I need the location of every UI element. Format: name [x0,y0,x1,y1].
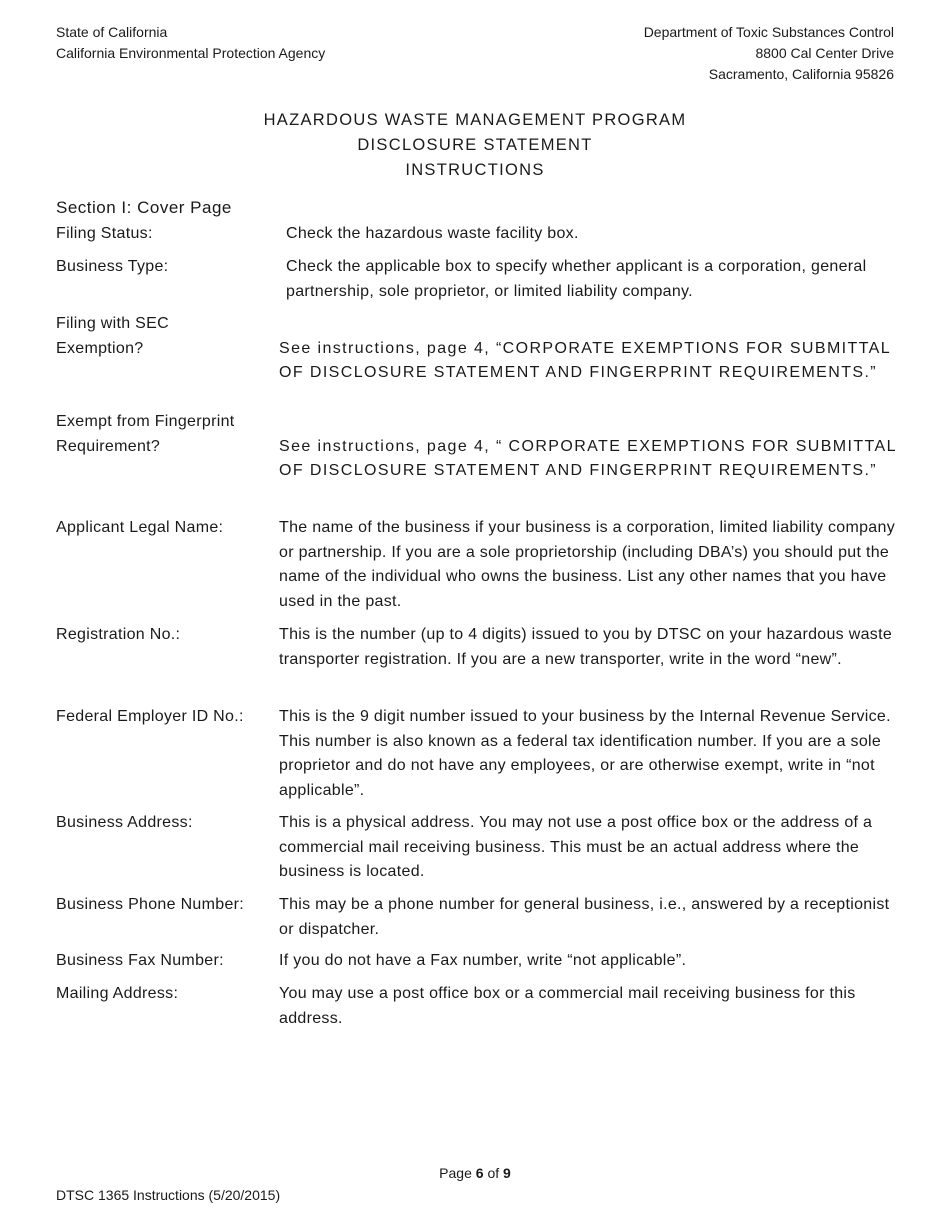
field-label: Business Fax Number: [56,952,224,969]
page-current: 6 [475,1165,484,1181]
header-city: Sacramento, California 95826 [708,66,894,82]
field-text: This is the 9 digit number issued to your business by the Internal Revenue Service. This number is also known as a federal tax identification number. If you are a sole proprietor and do not have any employees, or are otherwise exempt, write in “not applicable”. [279,708,891,799]
field-label: Applicant Legal Name: [56,519,224,536]
title-line-2: DISCLOSURE STATEMENT [357,136,593,154]
field-label: Registration No.: [56,626,181,643]
field-text: The name of the business if your business is a corporation, limited liability company or partnership. If you are a sole proprietorship (including DBA’s) you should put the name of the individual who owns the business. List any other names that you have used in the past. [279,519,896,610]
field-label: Business Phone Number: [56,896,245,913]
page-of: of [487,1165,500,1181]
field-text: You may use a post office box or a commercial mail receiving business for this address. [279,985,856,1027]
field-label-line-2: Requirement? [56,437,161,455]
title-line-1: HAZARDOUS WASTE MANAGEMENT PROGRAM [263,111,687,129]
header-department: Department of Toxic Substances Control [643,24,894,40]
page-number [0,1165,950,1181]
field-label [56,410,278,459]
field-label-line-1: Filing with SEC [56,315,169,332]
title-line-3: INSTRUCTIONS [405,161,545,179]
field-label: Filing Status: [56,225,153,242]
field-label: Mailing Address: [56,985,179,1002]
field-label: Business Address: [56,814,193,831]
field-text: This is a physical address. You may not use a post office box or the address of a commercial mail receiving business. This must be an actual address where the business is located. [279,814,873,880]
field-label-line-1: Exempt from Fingerprint [56,413,235,430]
document-title [0,108,950,183]
section-heading: Section I: Cover Page [56,198,232,217]
page-total: 9 [503,1165,511,1181]
header-state: State of California [56,24,168,40]
header-right [644,22,894,85]
field-label: Business Type: [56,258,169,275]
page-prefix: Page [439,1165,472,1181]
field-text: See instructions, page 4, “ CORPORATE EXEMPTIONS FOR SUBMITTAL OF DISCLOSURE STATEMENT AND FINGERPRINT REQUIREMENTS.” [279,437,897,479]
field-label [56,312,278,361]
header-street: 8800 Cal Center Drive [755,45,894,61]
field-label: Federal Employer ID No.: [56,708,244,725]
header-agency: California Environmental Protection Agency [56,45,326,61]
field-text: If you do not have a Fax number, write “not applicable”. [279,952,687,969]
form-id: DTSC 1365 Instructions (5/20/2015) [56,1187,281,1203]
field-text: This is the number (up to 4 digits) issued to you by DTSC on your hazardous waste transporter registration. If you are a new transporter, write in the word “new”. [279,626,893,668]
field-text: Check the applicable box to specify whether applicant is a corporation, general partnership, sole proprietor, or limited liability company. [286,258,867,300]
field-label-line-2: Exemption? [56,339,144,357]
field-text: Check the hazardous waste facility box. [286,225,579,242]
field-text: This may be a phone number for general business, i.e., answered by a receptionist or dispatcher. [279,896,890,938]
header-left [56,22,325,64]
field-text: See instructions, page 4, “CORPORATE EXEMPTIONS FOR SUBMITTAL OF DISCLOSURE STATEMENT AND FINGERPRINT REQUIREMENTS.” [279,339,891,381]
